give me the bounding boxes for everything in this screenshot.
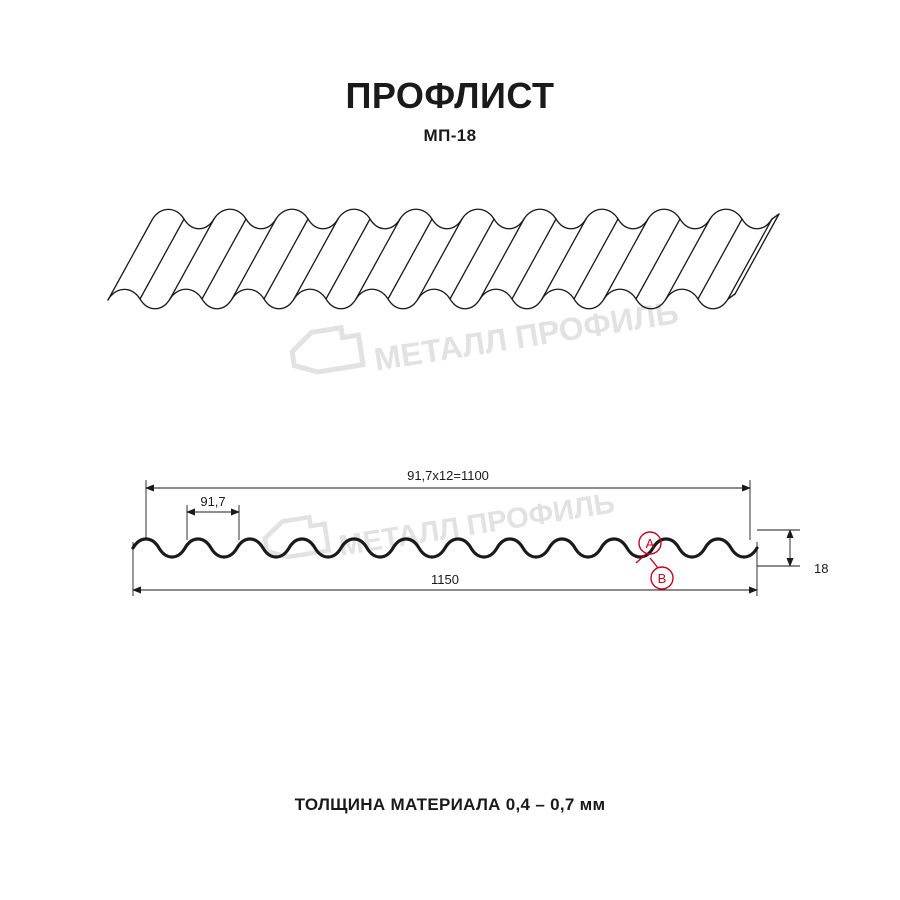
- dimension-wave-pitch-label: 91,7: [200, 494, 226, 509]
- callout-b-label: B: [657, 571, 667, 586]
- dimension-wave-pitch: [187, 494, 239, 512]
- page-title: ПРОФЛИСТ: [345, 75, 555, 116]
- watermark-top: [290, 275, 681, 390]
- dimension-profile-height-label: 18: [814, 561, 829, 576]
- watermark-text-bottom: МЕТАЛЛ ПРОФИЛЬ: [336, 487, 617, 563]
- material-thickness-note: ТОЛЩИНА МАТЕРИАЛА 0,4 – 0,7 мм: [294, 795, 606, 814]
- callout-a-label: A: [645, 536, 655, 551]
- dimension-overall-width-label: 91,7x12=1100: [407, 468, 489, 483]
- dimension-profile-height: [790, 530, 828, 576]
- dimension-total-width-label: 1150: [431, 572, 459, 587]
- profile-section-line: [133, 539, 757, 557]
- watermark-bottom: [263, 470, 617, 574]
- dimension-overall-width: [146, 468, 750, 488]
- callout-b: [650, 558, 673, 589]
- title-block: [0, 74, 900, 146]
- dimension-total-width: [133, 572, 757, 590]
- extension-lines: [133, 480, 800, 596]
- callout-a: [636, 532, 661, 563]
- watermark-text-top: МЕТАЛЛ ПРОФИЛЬ: [371, 294, 681, 378]
- product-code: МП-18: [423, 126, 477, 145]
